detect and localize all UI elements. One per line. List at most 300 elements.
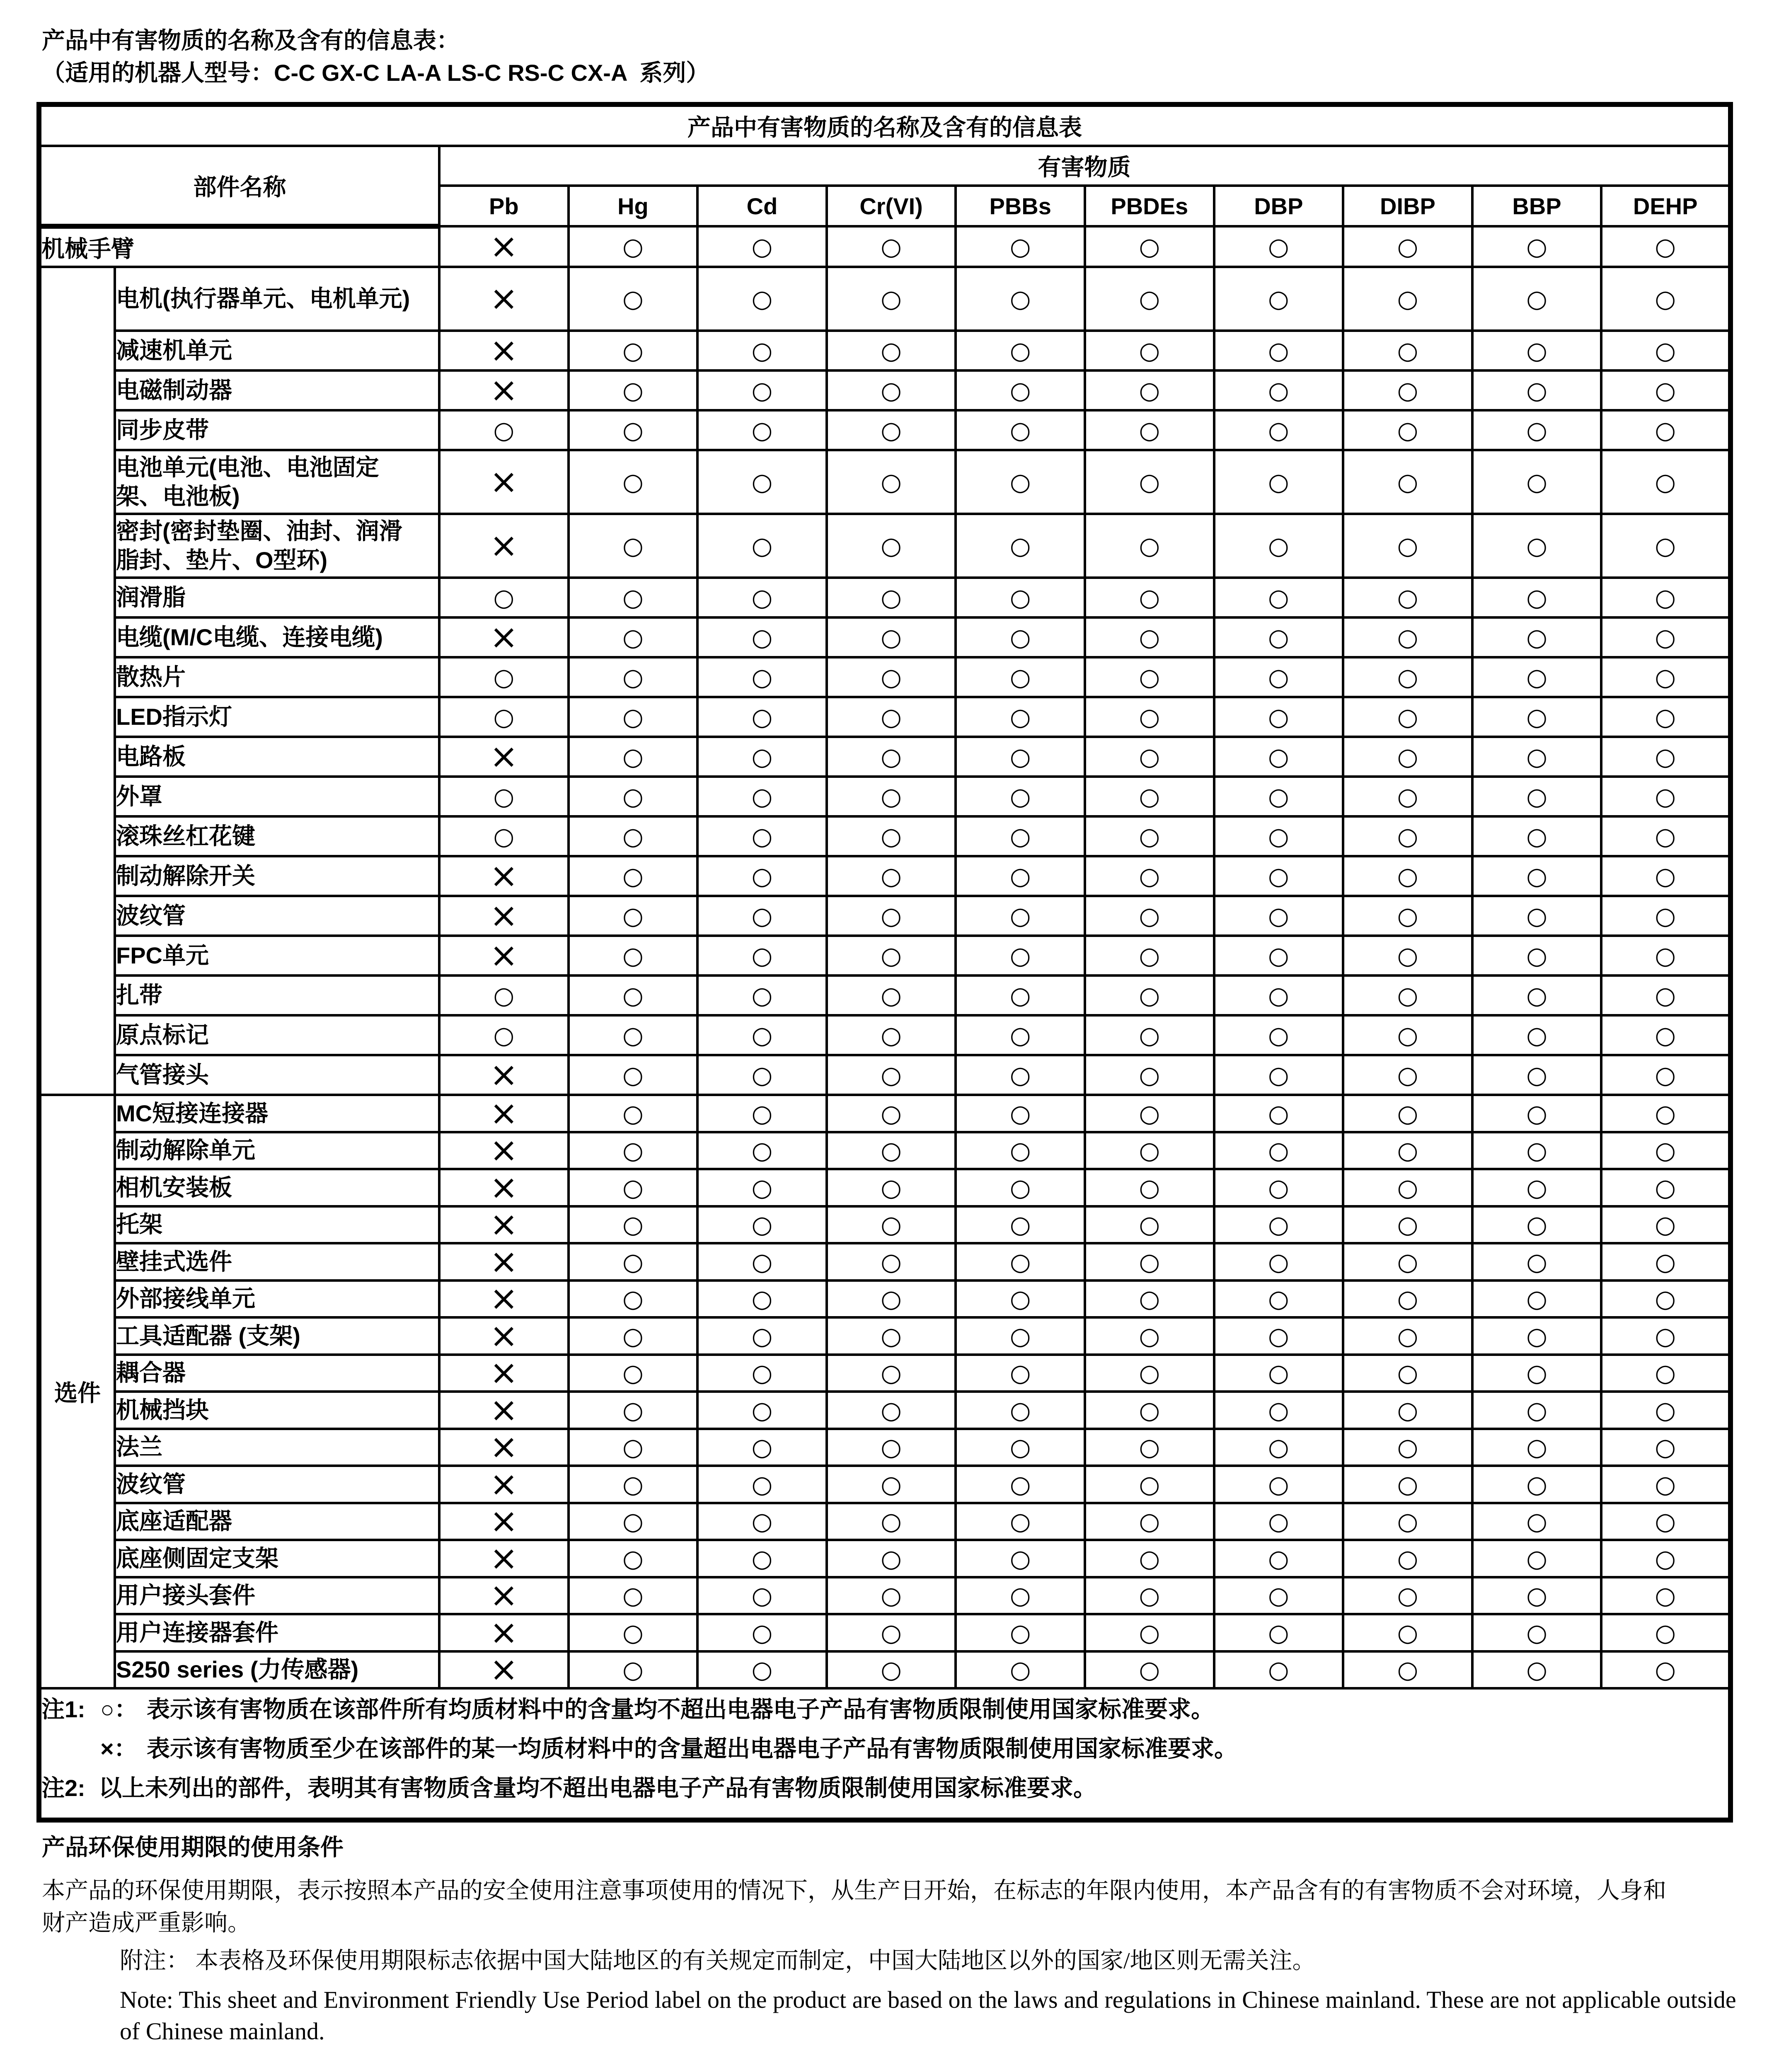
circle-icon: ○ <box>1655 663 1676 691</box>
circle-icon: ○ <box>1655 1581 1676 1610</box>
cross-icon: × <box>489 737 518 776</box>
circle-icon: ○ <box>1268 902 1289 930</box>
substance-cell-dbp <box>1214 578 1343 617</box>
substance-cell-pb <box>439 1015 569 1055</box>
circle-icon: ○ <box>1268 1099 1289 1128</box>
circle-icon: ○ <box>1268 782 1289 811</box>
circle-icon: ○ <box>1655 703 1676 731</box>
cross-icon: × <box>489 936 518 975</box>
circle-icon: ○ <box>1655 583 1676 612</box>
circle-icon: ○ <box>881 1322 902 1350</box>
circle-icon: ○ <box>1009 1433 1031 1462</box>
table-row <box>39 1132 1731 1169</box>
circle-icon: ○ <box>1655 1173 1676 1202</box>
circle-icon: ○ <box>1526 1322 1547 1350</box>
circle-icon: ○ <box>1655 1433 1676 1462</box>
substance-cell-pbdes <box>1085 370 1214 410</box>
substance-cell-pbdes <box>1085 697 1214 737</box>
substance-cell-dehp <box>1601 1392 1731 1429</box>
circle-icon: ○ <box>1139 1061 1160 1089</box>
table-header <box>39 104 1731 226</box>
circle-icon: ○ <box>1139 981 1160 1009</box>
circle-icon: ○ <box>1139 1656 1160 1684</box>
circle-icon: ○ <box>493 822 515 850</box>
circle-icon: ○ <box>1655 1021 1676 1049</box>
substance-cell-dbp <box>1214 777 1343 816</box>
table-row <box>39 1169 1731 1206</box>
circle-icon: ○ <box>1655 1061 1676 1089</box>
substance-cell-bbp <box>1472 936 1602 975</box>
circle-icon: ○ <box>881 1470 902 1498</box>
substance-cell-cr-vi <box>827 697 956 737</box>
substance-cell-hg <box>569 1280 698 1318</box>
substance-cell-dehp <box>1601 1355 1731 1392</box>
substance-cell-pb <box>439 936 569 975</box>
cross-icon: × <box>489 1576 518 1615</box>
note-2-text: 以上未列出的部件，表明其有害物质含量均不超出电器电子产品有害物质限制使用国家标准要求。 <box>99 1775 1096 1801</box>
hazardous-substances-table <box>36 102 1733 1823</box>
substance-cell-dehp <box>1601 450 1731 514</box>
substance-cell-dbp <box>1214 1355 1343 1392</box>
substance-cell-pbdes <box>1085 1429 1214 1466</box>
substance-cell-pbdes <box>1085 578 1214 617</box>
table-row <box>39 856 1731 896</box>
circle-icon: ○ <box>1526 416 1547 444</box>
substance-cell-cr-vi <box>827 975 956 1015</box>
part-name-cell: LED指示灯 <box>115 697 439 737</box>
substance-cell-pb <box>439 1614 569 1651</box>
substance-cell-pb <box>439 697 569 737</box>
circle-icon: ○ <box>1397 1618 1418 1647</box>
circle-icon: ○ <box>1268 1247 1289 1276</box>
circle-icon: ○ <box>881 336 902 365</box>
circle-icon: ○ <box>622 703 644 731</box>
circle-icon: ○ <box>1397 822 1418 850</box>
circle-icon: ○ <box>1397 1021 1418 1049</box>
circle-icon: ○ <box>622 743 644 771</box>
substance-cell-pbbs <box>956 514 1085 578</box>
substance-cell-dbp <box>1214 1169 1343 1206</box>
circle-icon: ○ <box>1139 942 1160 970</box>
substance-cell-pb <box>439 1317 569 1355</box>
circle-icon: ○ <box>751 416 773 444</box>
substance-cell-cd <box>697 617 827 657</box>
circle-icon: ○ <box>1526 902 1547 930</box>
substance-cell-dbp <box>1214 936 1343 975</box>
substance-cell-pbdes <box>1085 267 1214 331</box>
circle-icon: ○ <box>1268 336 1289 365</box>
substance-cell-cr-vi <box>827 1243 956 1280</box>
circle-icon: ○ <box>1397 862 1418 890</box>
substance-cell-dbp <box>1214 226 1343 267</box>
circle-icon: ○ <box>1268 1433 1289 1462</box>
circle-icon: ○ <box>1526 1021 1547 1049</box>
substance-cell-cd <box>697 1055 827 1095</box>
substance-cell-dehp <box>1601 267 1731 331</box>
substance-cell-hg <box>569 578 698 617</box>
circle-icon: ○ <box>1139 1136 1160 1165</box>
circle-icon: ○ <box>1009 416 1031 444</box>
substance-cell-cd <box>697 896 827 936</box>
circle-icon: ○ <box>622 468 644 496</box>
circle-icon: ○ <box>622 1396 644 1424</box>
substance-cell-dbp <box>1214 737 1343 777</box>
circle-icon: ○ <box>1139 1210 1160 1239</box>
substance-cell-pbdes <box>1085 936 1214 975</box>
substance-cell-dehp <box>1601 1317 1731 1355</box>
document-title: 产品中有害物质的名称及含有的信息表： <box>42 27 460 53</box>
substance-cell-pb <box>439 1055 569 1095</box>
substance-cell-dibp <box>1343 1651 1472 1689</box>
substance-cell-pb <box>439 1243 569 1280</box>
substance-cell-dbp <box>1214 1540 1343 1577</box>
circle-icon: ○ <box>1268 583 1289 612</box>
circle-icon: ○ <box>1268 1396 1289 1424</box>
substance-cell-dehp <box>1601 1243 1731 1280</box>
circle-icon: ○ <box>1397 532 1418 560</box>
substance-cell-dbp <box>1214 816 1343 856</box>
circle-icon: ○ <box>1268 942 1289 970</box>
substance-cell-dehp <box>1601 617 1731 657</box>
substance-cell-pbbs <box>956 856 1085 896</box>
substance-cell-dibp <box>1343 1169 1472 1206</box>
part-name-cell: FPC单元 <box>115 936 439 975</box>
part-name-cell: 制动解除单元 <box>115 1132 439 1169</box>
substance-cell-pbbs <box>956 737 1085 777</box>
substance-cell-hg <box>569 1169 698 1206</box>
substance-cell-pbbs <box>956 1317 1085 1355</box>
circle-icon: ○ <box>1139 623 1160 651</box>
substance-cell-bbp <box>1472 410 1602 450</box>
circle-icon: ○ <box>1009 782 1031 811</box>
circle-icon: ○ <box>881 1021 902 1049</box>
circle-icon: ○ <box>1655 1507 1676 1536</box>
substance-cell-cd <box>697 1503 827 1540</box>
substance-cell-bbp <box>1472 1169 1602 1206</box>
substance-cell-bbp <box>1472 514 1602 578</box>
substance-cell-dibp <box>1343 1503 1472 1540</box>
circle-icon: ○ <box>622 822 644 850</box>
circle-icon: ○ <box>1009 1061 1031 1089</box>
circle-icon: ○ <box>1009 468 1031 496</box>
circle-icon: ○ <box>622 902 644 930</box>
substance-cell-hg <box>569 1055 698 1095</box>
circle-icon: ○ <box>1268 1173 1289 1202</box>
circle-icon: ○ <box>751 1581 773 1610</box>
substance-cell-dehp <box>1601 1015 1731 1055</box>
substance-cell-cd <box>697 1577 827 1615</box>
circle-icon: ○ <box>1655 981 1676 1009</box>
substance-cell-pbbs <box>956 1206 1085 1244</box>
substance-cell-pbbs <box>956 1503 1085 1540</box>
circle-icon: ○ <box>881 1581 902 1610</box>
circle-icon: ○ <box>622 1285 644 1313</box>
conditions-paragraph-line: 财产造成严重影响。 <box>42 1910 251 1936</box>
circle-icon: ○： <box>100 1696 138 1722</box>
circle-icon: ○ <box>1655 942 1676 970</box>
circle-icon: ○ <box>1655 822 1676 850</box>
substance-cell-dbp <box>1214 1577 1343 1615</box>
cross-icon: × <box>489 1205 518 1244</box>
table-row <box>39 1317 1731 1355</box>
substance-cell-bbp <box>1472 856 1602 896</box>
part-name-cell: 散热片 <box>115 657 439 697</box>
circle-icon: ○ <box>751 743 773 771</box>
circle-icon: ○ <box>1397 703 1418 731</box>
table-row <box>39 226 1731 267</box>
circle-icon: ○ <box>1397 468 1418 496</box>
substance-header-bbp: BBP <box>1472 186 1602 226</box>
circle-icon: ○ <box>1268 1656 1289 1684</box>
circle-icon: ○ <box>1268 468 1289 496</box>
table-row <box>39 1055 1731 1095</box>
substance-cell-cr-vi <box>827 410 956 450</box>
circle-icon: ○ <box>881 1247 902 1276</box>
cross-icon: × <box>489 896 518 935</box>
substance-cell-pb <box>439 896 569 936</box>
circle-icon: ○ <box>1139 1247 1160 1276</box>
cross-icon: × <box>489 1501 518 1541</box>
circle-icon: ○ <box>1526 1618 1547 1647</box>
substance-cell-cd <box>697 1280 827 1318</box>
substance-cell-pb <box>439 1429 569 1466</box>
circle-icon: ○ <box>1009 1581 1031 1610</box>
substance-cell-cd <box>697 514 827 578</box>
circle-icon: ○ <box>1009 942 1031 970</box>
cross-icon: × <box>489 1130 518 1170</box>
circle-icon: ○ <box>1009 1470 1031 1498</box>
substance-cell-dibp <box>1343 1280 1472 1318</box>
substance-cell-pbdes <box>1085 975 1214 1015</box>
circle-icon: ○ <box>881 1618 902 1647</box>
circle-icon: ○ <box>881 1099 902 1128</box>
circle-icon: ○ <box>622 1136 644 1165</box>
table-title: 产品中有害物质的名称及含有的信息表 <box>39 104 1731 146</box>
substance-cell-pb <box>439 331 569 370</box>
table-row <box>39 514 1731 578</box>
circle-icon: ○ <box>881 1061 902 1089</box>
circle-icon: ○ <box>1526 1099 1547 1128</box>
substance-cell-cd <box>697 657 827 697</box>
circle-icon: ○ <box>1526 1581 1547 1610</box>
substance-cell-cr-vi <box>827 896 956 936</box>
substance-cell-pbbs <box>956 1392 1085 1429</box>
substance-cell-bbp <box>1472 1466 1602 1503</box>
part-name-cell: 原点标记 <box>115 1015 439 1055</box>
circle-icon: ○ <box>1397 942 1418 970</box>
substance-cell-dbp <box>1214 697 1343 737</box>
substance-cell-dehp <box>1601 1095 1731 1132</box>
substance-cell-bbp <box>1472 1206 1602 1244</box>
substance-cell-cr-vi <box>827 777 956 816</box>
conditions-paragraph-line: 本产品的环保使用期限，表示按照本产品的安全使用注意事项使用的情况下，从生产日开始，在标志的年限内使用，本产品含有的有害物质不会对环境，人身和 <box>42 1878 1666 1904</box>
circle-icon: ○ <box>1009 1021 1031 1049</box>
circle-icon: ○ <box>751 663 773 691</box>
substance-cell-dibp <box>1343 1577 1472 1615</box>
circle-icon: ○ <box>1009 1173 1031 1202</box>
substance-cell-hg <box>569 1466 698 1503</box>
substance-header-pbdes: PBDEs <box>1085 186 1214 226</box>
circle-icon: ○ <box>622 1061 644 1089</box>
substance-cell-cd <box>697 1466 827 1503</box>
circle-icon: ○ <box>1397 416 1418 444</box>
circle-icon: ○ <box>1655 376 1676 404</box>
substance-cell-bbp <box>1472 1280 1602 1318</box>
circle-icon: ○ <box>1009 1247 1031 1276</box>
circle-icon: ○ <box>1009 663 1031 691</box>
circle-icon: ○ <box>1139 743 1160 771</box>
circle-icon: ○ <box>1397 1433 1418 1462</box>
substance-cell-cd <box>697 1015 827 1055</box>
substance-cell-cr-vi <box>827 267 956 331</box>
substance-cell-dbp <box>1214 617 1343 657</box>
circle-icon: ○ <box>1009 1210 1031 1239</box>
substance-cell-dehp <box>1601 1169 1731 1206</box>
circle-icon: ○ <box>1526 232 1547 261</box>
substance-cell-pbdes <box>1085 1015 1214 1055</box>
substance-cell-dibp <box>1343 936 1472 975</box>
substance-cell-dibp <box>1343 226 1472 267</box>
substance-cell-cd <box>697 816 827 856</box>
substance-cell-bbp <box>1472 1614 1602 1651</box>
circle-icon: ○ <box>1009 232 1031 261</box>
cross-icon: × <box>489 617 518 657</box>
circle-icon: ○ <box>622 1656 644 1684</box>
circle-icon: ○ <box>751 822 773 850</box>
circle-icon: ○ <box>1397 623 1418 651</box>
substance-cell-dbp <box>1214 1015 1343 1055</box>
circle-icon: ○ <box>751 1507 773 1536</box>
substance-cell-pb <box>439 1206 569 1244</box>
cross-icon: × <box>489 279 518 318</box>
substance-cell-pbbs <box>956 816 1085 856</box>
substance-cell-dehp <box>1601 697 1731 737</box>
substance-cell-pb <box>439 1466 569 1503</box>
circle-icon: ○ <box>1526 703 1547 731</box>
cross-icon: × <box>489 1353 518 1393</box>
substance-cell-dibp <box>1343 1392 1472 1429</box>
substance-cell-pb <box>439 975 569 1015</box>
circle-icon: ○ <box>1397 1136 1418 1165</box>
substance-cell-cr-vi <box>827 1206 956 1244</box>
circle-icon: ○ <box>1526 942 1547 970</box>
substance-cell-bbp <box>1472 1392 1602 1429</box>
circle-icon: ○ <box>622 376 644 404</box>
circle-icon: ○ <box>1526 468 1547 496</box>
circle-icon: ○ <box>1009 1099 1031 1128</box>
part-name-cell: 电路板 <box>115 737 439 777</box>
circle-icon: ○ <box>1655 336 1676 365</box>
circle-icon: ○ <box>881 532 902 560</box>
table-notes <box>39 1688 1731 1820</box>
substance-cell-pbbs <box>956 1280 1085 1318</box>
circle-icon: ○ <box>622 1544 644 1573</box>
circle-icon: ○ <box>1009 1322 1031 1350</box>
substance-cell-dibp <box>1343 1015 1472 1055</box>
cross-icon: × <box>489 370 518 410</box>
substance-cell-dehp <box>1601 777 1731 816</box>
substance-cell-hg <box>569 816 698 856</box>
part-name-cell: 电缆(M/C电缆、连接电缆) <box>115 617 439 657</box>
circle-icon: ○ <box>881 782 902 811</box>
circle-icon: ○ <box>493 981 515 1009</box>
hazardous-substances-header: 有害物质 <box>439 146 1731 186</box>
circle-icon: ○ <box>751 1544 773 1573</box>
conditions-paragraph <box>42 1875 1779 1939</box>
table-row <box>39 1614 1731 1651</box>
circle-icon: ○ <box>751 468 773 496</box>
circle-icon: ○ <box>881 468 902 496</box>
circle-icon: ○ <box>1397 1507 1418 1536</box>
substance-cell-hg <box>569 856 698 896</box>
notes-row <box>39 1688 1731 1820</box>
circle-icon: ○ <box>1268 862 1289 890</box>
substance-cell-cd <box>697 370 827 410</box>
substance-cell-pbdes <box>1085 1540 1214 1577</box>
substance-cell-cr-vi <box>827 816 956 856</box>
substance-cell-dbp <box>1214 450 1343 514</box>
circle-icon: ○ <box>1268 1470 1289 1498</box>
circle-icon: ○ <box>1397 743 1418 771</box>
substance-cell-dbp <box>1214 370 1343 410</box>
substance-cell-hg <box>569 1015 698 1055</box>
circle-icon: ○ <box>881 822 902 850</box>
substance-cell-bbp <box>1472 1540 1602 1577</box>
circle-icon: ○ <box>1655 1359 1676 1387</box>
conditions-heading: 产品环保使用期限的使用条件 <box>42 1834 344 1860</box>
circle-icon: ○ <box>1009 1507 1031 1536</box>
part-name-cell: 扎带 <box>115 975 439 1015</box>
circle-icon: ○ <box>881 1396 902 1424</box>
cross-icon: × <box>489 1612 518 1652</box>
substance-cell-cr-vi <box>827 370 956 410</box>
table-row <box>39 975 1731 1015</box>
substance-cell-pb <box>439 1392 569 1429</box>
cross-icon: × <box>489 856 518 896</box>
circle-icon: ○ <box>622 1470 644 1498</box>
substance-cell-pbbs <box>956 578 1085 617</box>
circle-icon: ○ <box>1139 232 1160 261</box>
substance-cell-pbdes <box>1085 1243 1214 1280</box>
part-name-cell: 外部接线单元 <box>115 1280 439 1318</box>
circle-icon: ○ <box>1009 1359 1031 1387</box>
substance-cell-pb <box>439 1132 569 1169</box>
circle-icon: ○ <box>622 623 644 651</box>
circle-icon: ○ <box>881 663 902 691</box>
circle-icon: ○ <box>1655 1285 1676 1313</box>
circle-icon: ○ <box>881 376 902 404</box>
substance-cell-pb <box>439 737 569 777</box>
substance-cell-cr-vi <box>827 1015 956 1055</box>
substance-cell-pbdes <box>1085 657 1214 697</box>
substance-header-dibp: DIBP <box>1343 186 1472 226</box>
table-row <box>39 370 1731 410</box>
substance-cell-cr-vi <box>827 1651 956 1689</box>
circle-icon: ○ <box>1139 703 1160 731</box>
substance-cell-cd <box>697 1095 827 1132</box>
part-name-cell: 滚珠丝杠花键 <box>115 816 439 856</box>
circle-icon: ○ <box>881 942 902 970</box>
substance-cell-hg <box>569 1317 698 1355</box>
substance-cell-cr-vi <box>827 1169 956 1206</box>
substance-cell-pbdes <box>1085 450 1214 514</box>
substance-cell-pb <box>439 1280 569 1318</box>
substance-cell-hg <box>569 370 698 410</box>
cross-icon: × <box>489 1093 518 1133</box>
circle-icon: ○ <box>1139 1021 1160 1049</box>
substance-cell-pbbs <box>956 450 1085 514</box>
circle-icon: ○ <box>751 1021 773 1049</box>
